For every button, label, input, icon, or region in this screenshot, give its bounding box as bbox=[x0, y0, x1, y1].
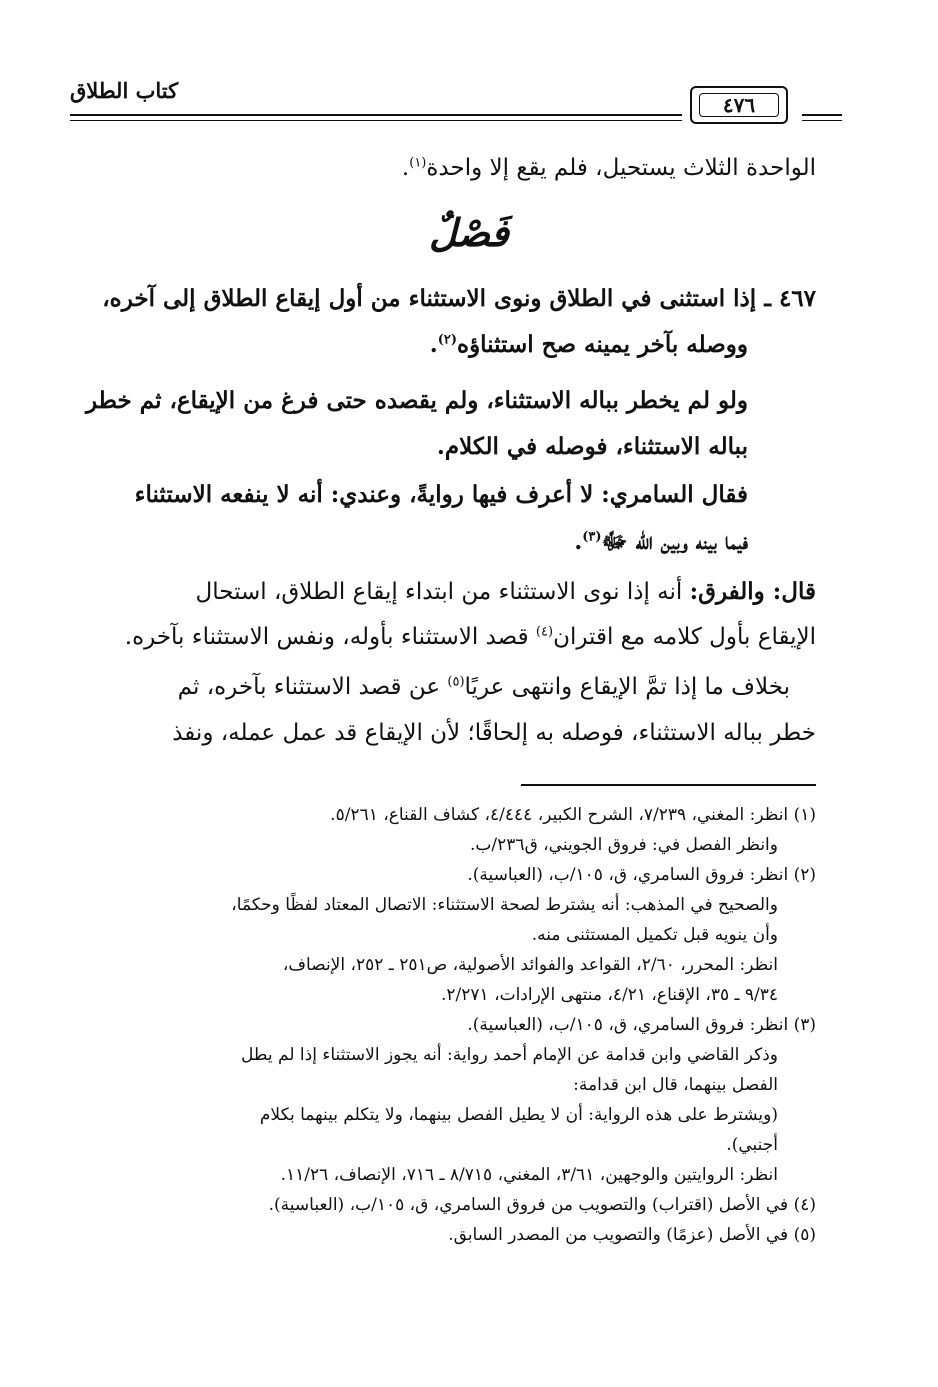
footnote-ref: (٤) bbox=[535, 624, 554, 640]
paragraph-5-text-a: بخلاف ما إذا تمَّ الإيقاع وانتهى عريًا bbox=[464, 674, 790, 700]
footnote-line: وأن ينويه قبل تكميل المستثنى منه. bbox=[531, 925, 778, 945]
footnote-separator bbox=[521, 784, 816, 786]
footnote-line: وانظر الفصل في: فروق الجويني، ق٢٣٦/ب. bbox=[470, 835, 778, 855]
footnote-line: انظر: المغني، ٧/٢٣٩، الشرح الكبير، ٤/٤٤٤، كشاف القناع، ٥/٢٦١. bbox=[330, 805, 789, 825]
footnote-line: انظر: الروايتين والوجهين، ٣/٦١، المغني، ٨/٧١٥ ـ ٧١٦، الإنصاف، ١١/٢٦. bbox=[280, 1165, 778, 1185]
paragraph-4-text: أنه إذا نوى الاستثناء من ابتداء إيقاع الطلاق، استحال bbox=[195, 579, 683, 605]
footnote-line: انظر: المحرر، ٢/٦٠، القواعد والفوائد الأصولية، ص٢٥١ ـ ٢٥٢، الإنصاف، bbox=[282, 955, 778, 975]
footnote-number: (٢) bbox=[793, 865, 816, 885]
item-number: ٤٦٧ ـ bbox=[764, 285, 816, 312]
footnote-ref: (١) bbox=[409, 155, 427, 171]
paragraph-4-text-a: الإيقاع بأول كلامه مع اقتران bbox=[553, 624, 816, 650]
paragraph-5-line-2: خطر بباله الاستثناء، فوصله به إلحاقًا؛ لأن الإيقاع قد عمل عمله، ونفذ bbox=[172, 720, 816, 746]
item-467-line-2: ووصله بآخر يمينه صح استثناؤه$^{(٢)}$. bbox=[429, 331, 748, 358]
running-head-title: كتاب الطلاق bbox=[70, 78, 179, 103]
opening-text: الواحدة الثلاث يستحيل، فلم يقع إلا واحدة bbox=[426, 155, 816, 181]
footnote-line: الفصل بينهما، قال ابن قدامة: bbox=[573, 1075, 778, 1095]
footnote-5 bbox=[56, 1220, 816, 1250]
footnote-line: في الأصل (عزمًا) والتصويب من المصدر السابق. bbox=[448, 1225, 789, 1245]
header-rule-right-bottom bbox=[802, 120, 842, 121]
page-number: ٤٧٦ bbox=[699, 93, 779, 117]
footnote-4 bbox=[56, 1190, 816, 1220]
paragraph-4-line-1 bbox=[196, 578, 816, 605]
footnote-line: ٩/٣٤ ـ ٣٥، الإقناع، ٤/٢١، منتهى الإرادات، ٢/٢٧١. bbox=[441, 985, 778, 1005]
footnote-line: (ويشترط على هذه الرواية: أن لا يطيل الفصل بينهما، ولا يتكلم بينهما بكلام bbox=[259, 1105, 778, 1125]
section-title: فَصْلٌ bbox=[429, 210, 509, 255]
footnote-number: (٤) bbox=[793, 1195, 816, 1215]
paragraph-2-line-1: ولو لم يخطر بباله الاستثناء، ولم يقصده حتى فرغ من الإيقاع، ثم خطر bbox=[85, 387, 748, 414]
page-number-frame bbox=[690, 86, 788, 124]
footnote-ref: (٣) bbox=[582, 529, 602, 545]
footnote-line: في الأصل (اقتراب) والتصويب من فروق السامري، ق، ١٠٥/ب، (العباسية). bbox=[268, 1195, 789, 1215]
paragraph-3-line-1: فقال السامري: لا أعرف فيها روايةً، وعندي: أنه لا ينفعه الاستثناء bbox=[134, 481, 748, 508]
footnote-line: وذكر القاضي وابن قدامة عن الإمام أحمد رواية: أنه يجوز الاستثناء إذا لم يطل bbox=[241, 1045, 778, 1065]
footnote-ref: (٢) bbox=[437, 332, 458, 348]
footnote-number: (٥) bbox=[793, 1225, 816, 1245]
page-header bbox=[70, 70, 842, 130]
footnote-1 bbox=[56, 800, 816, 860]
paragraph-3-text: فيما بينه وبين الله ﷻ bbox=[601, 528, 748, 555]
footnote-line: انظر: فروق السامري، ق، ١٠٥/ب، (العباسية). bbox=[467, 865, 789, 885]
paragraph-2-line-2: بباله الاستثناء، فوصله في الكلام. bbox=[436, 433, 748, 460]
header-rule-top bbox=[70, 114, 682, 116]
item-467-line-1 bbox=[102, 285, 816, 312]
opening-line: الواحدة الثلاث يستحيل، فلم يقع إلا واحدة$^{(١)}$. bbox=[401, 155, 816, 181]
footnote-line: والصحيح في المذهب: أنه يشترط لصحة الاستثناء: الاتصال المعتاد لفظًا وحكمًا، bbox=[231, 895, 778, 915]
paragraph-3-line-2: فيما بينه وبين الله ﷻ$^{(٣)}$. bbox=[574, 528, 748, 555]
footnote-line: انظر: فروق السامري، ق، ١٠٥/ب، (العباسية). bbox=[467, 1015, 789, 1035]
footnote-2 bbox=[56, 860, 816, 1010]
footnote-line: أجنبي). bbox=[726, 1135, 778, 1155]
footnote-number: (١) bbox=[793, 805, 816, 825]
paragraph-4-line-2 bbox=[125, 624, 816, 650]
footnote-3 bbox=[56, 1010, 816, 1190]
paragraph-4-lead: قال: والفرق: bbox=[689, 578, 816, 605]
paragraph-5-text-b: عن قصد الاستثناء بآخره، ثم bbox=[177, 674, 441, 700]
footnote-ref: (٥) bbox=[447, 674, 465, 690]
footnotes bbox=[56, 800, 816, 1250]
paragraph-5-line-1 bbox=[178, 674, 790, 700]
header-rule-bottom bbox=[70, 120, 682, 121]
item-text-continued: ووصله بآخر يمينه صح استثناؤه bbox=[457, 331, 748, 358]
item-text: إذا استثنى في الطلاق ونوى الاستثناء من أول إيقاع الطلاق إلى آخره، bbox=[102, 285, 757, 312]
header-rule-right-top bbox=[802, 114, 842, 116]
footnote-number: (٣) bbox=[793, 1015, 816, 1035]
paragraph-4-text-b: قصد الاستثناء بأوله، ونفس الاستثناء بآخره. bbox=[124, 624, 529, 650]
